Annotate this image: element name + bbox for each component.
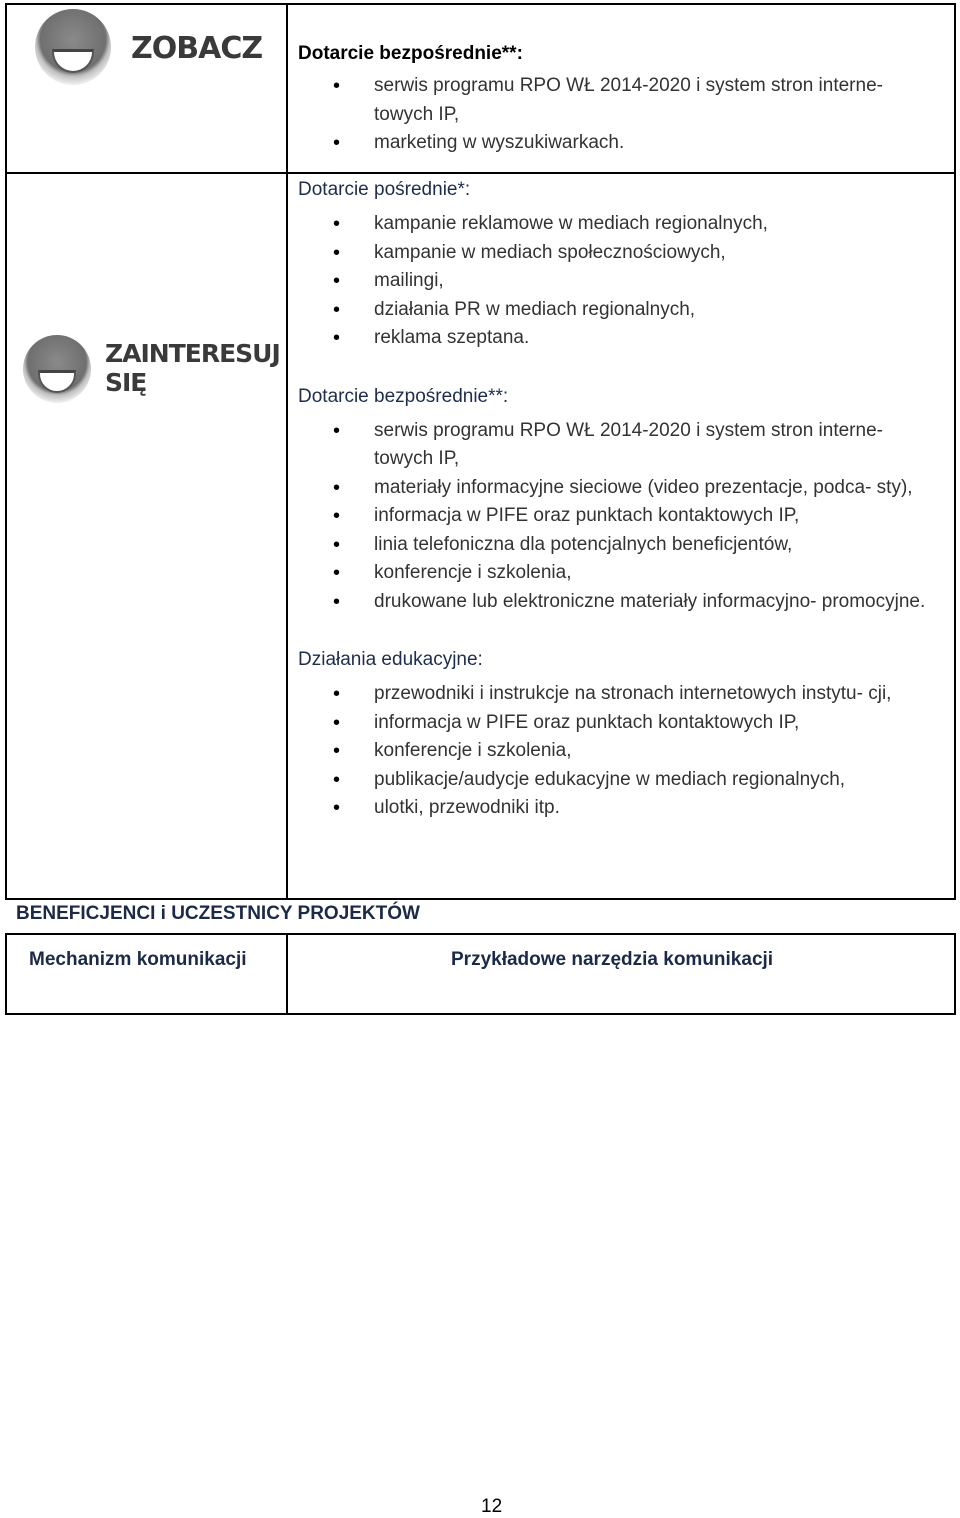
list-item: • mailingi, xyxy=(298,267,938,296)
row2-content xyxy=(298,176,938,823)
column-divider xyxy=(286,5,288,898)
list-item: • marketing w wyszukiwarkach. xyxy=(298,129,938,158)
mechanism-table xyxy=(5,933,956,1015)
communication-table xyxy=(5,3,956,900)
list-item: • kampanie w mediach społecznościowych, xyxy=(298,239,938,268)
list-item: • serwis programu RPO WŁ 2014-2020 i system stron interne- towych IP, xyxy=(298,417,938,474)
tools-header: Przykładowe narzędzia komunikacji xyxy=(451,949,774,970)
list-item: • kampanie reklamowe w mediach regionalnych, xyxy=(298,210,938,239)
group-heading: Dotarcie bezpośrednie**: xyxy=(298,385,509,407)
list-item: • publikacje/audycje edukacyjne w mediach regionalnych, xyxy=(298,766,938,795)
zobacz-label: ZOBACZ xyxy=(131,30,263,66)
list-item: • materiały informacyjne sieciowe (video prezentacje, podca- sty), xyxy=(298,474,938,503)
list-item: • przewodniki i instrukcje na stronach internetowych instytu- cji, xyxy=(298,680,938,709)
zainteresuj-sie-logo xyxy=(23,335,280,403)
column-divider xyxy=(286,935,288,1013)
row-divider xyxy=(7,172,954,174)
zobacz-icon xyxy=(35,9,111,85)
page-number: 12 xyxy=(481,1496,503,1517)
row1-content xyxy=(298,40,938,158)
list-item: • informacja w PIFE oraz punktach kontaktowych IP, xyxy=(298,502,938,531)
list-item: • informacja w PIFE oraz punktach kontaktowych IP, xyxy=(298,709,938,738)
list-item: • reklama szeptana. xyxy=(298,324,938,353)
bullet-list xyxy=(298,72,938,158)
bullet-list xyxy=(298,210,938,353)
bullet-list xyxy=(298,417,938,617)
section-title: BENEFICJENCI i UCZESTNICY PROJEKTÓW xyxy=(16,903,420,924)
zainteresuj-sie-label: ZAINTERESUJ SIĘ xyxy=(105,339,280,397)
zobacz-logo xyxy=(35,9,262,85)
list-item: • ulotki, przewodniki itp. xyxy=(298,794,938,823)
bullet-list xyxy=(298,680,938,823)
list-item: • drukowane lub elektroniczne materiały informacyjno- promocyjne. xyxy=(298,588,938,617)
list-item: • działania PR w mediach regionalnych, xyxy=(298,296,938,325)
list-item: • linia telefoniczna dla potencjalnych beneficjentów, xyxy=(298,531,938,560)
list-item: • konferencje i szkolenia, xyxy=(298,559,938,588)
list-item: • konferencje i szkolenia, xyxy=(298,737,938,766)
group-heading: Działania edukacyjne: xyxy=(298,649,483,670)
mechanism-header: Mechanizm komunikacji xyxy=(29,949,247,970)
zainteresuj-sie-icon xyxy=(23,335,91,403)
group-heading: Dotarcie bezpośrednie**: xyxy=(298,43,523,64)
list-item: • serwis programu RPO WŁ 2014-2020 i system stron interne- towych IP, xyxy=(298,72,938,129)
group-heading: Dotarcie pośrednie*: xyxy=(298,179,471,200)
